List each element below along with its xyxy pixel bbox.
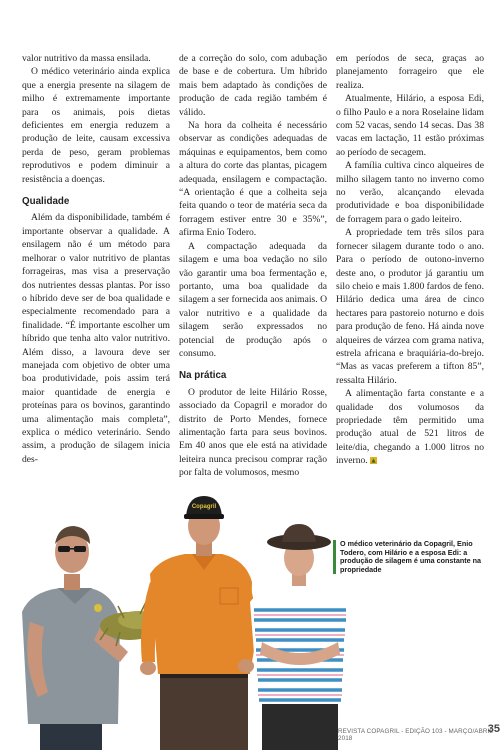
footer-publication: REVISTA COPAGRIL - EDIÇÃO 103 - MARÇO/ABRIL 2018 — [338, 728, 493, 742]
paragraph: de a correção do solo, com adubação de base e de cobertura. Um híbrido mais bem adaptado às condições de produção de cada região também é válido. — [179, 53, 327, 118]
paragraph: A compactação adequada da silagem e uma boa vedação no silo vão garantir uma boa fermentação e, portanto, uma boa qualidade da silagem a ser fornecida aos animais. O valor nutritivo e a qualidade da silagem serão expressados no potencial de produção após o consumo. — [179, 240, 327, 359]
paragraph: O médico veterinário ainda explica que a energia presente na silagem de milho é extremamente importante para os animais, pois dietas deficientes em energia reduzem a produção de leite, causam excessiva perda de peso, geram problemas reprodutivos e podem diminuir a resistência a doenças. — [22, 66, 170, 185]
text-column-3 — [336, 52, 484, 468]
paragraph-final-text: A alimentação farta constante e a qualidade dos volumosos da propriedade têm permitido uma produção atual de 521 litros de leite/dia, chegando a 1.000 litros no inverno. — [336, 388, 484, 467]
page-number: 35 — [487, 723, 500, 735]
paragraph: Atualmente, Hilário, a esposa Edi, o filho Paulo e a nora Roselaine lidam com 52 vacas, sendo 14 secas. Das 38 vacas em lactação, 11 estão próximas ao período de secagem. — [336, 93, 484, 158]
paragraph: Além da disponibilidade, também é importante observar a qualidade. A ensilagem não é um método para melhorar o valor nutritivo de plantas forrageiras, mas visa a preservação dos nutrientes dessas plantas. Por isso o híbrido deve ser de boa qualidade e especialmente recomendado para a finalidade. “É importante escolher um híbrido que tenha alto valor nutritivo. Além disso, a lavoura deve ser manejada com objetivo de obter uma boa produtividade, pois assim terá maior quantidade de energia e proteínas para os bovinos, garantindo uma alimentação mais completa”, explica o médico veterinário. Sendo assim, a produção de silagem inicia des- — [22, 212, 170, 465]
paragraph: A família cultiva cinco alqueires de milho silagem tanto no inverno como no verão, alcançando elevada produtividade e boa disponibilidade de forragem para o gado leiteiro. — [336, 160, 484, 225]
paragraph: em períodos de seca, graças ao planejamento forrageiro que ele realiza. — [336, 53, 484, 91]
section-heading-na-pratica: Na prática — [179, 370, 227, 382]
text-column-2 — [179, 52, 327, 480]
text-column-1 — [22, 52, 170, 466]
section-heading-qualidade: Qualidade — [22, 196, 70, 208]
end-of-article-icon — [370, 457, 377, 464]
cap-logo-text: Copagril — [191, 504, 217, 510]
photo-caption: O médico veterinário da Copagril, Enio Todero, com Hilário e a esposa Edi: a produção de silagem é uma constante na propriedade — [333, 540, 490, 574]
paragraph: valor nutritivo da massa ensilada. — [22, 53, 151, 64]
paragraph: O produtor de leite Hilário Rosse, associado da Copagril e morador do distrito de Porto Mendes, fornece alimentação farta para seus bovinos. Em 40 anos que ele está na atividade leiteira nunca precisou comprar ração por falta de volumosos, mesmo — [179, 386, 327, 479]
photo-illustration — [0, 492, 500, 750]
paragraph-final — [336, 387, 484, 467]
photo-people-with-silage — [0, 492, 500, 750]
paragraph: Na hora da colheita é necessário observar as condições adequadas de máquinas e equipamentos, bem como a altura do corte das plantas, picagem adequada, ensilagem e compactação. “A orientação é que a colheita seja feita quando o teor de matéria seca da forragem estiver entre 30 e 35%”, afirma Enio Todero. — [179, 120, 327, 239]
paragraph: A propriedade tem três silos para fornecer silagem durante todo o ano. Para o período de outono-inverno deste ano, o produtor já garantiu um silo cheio e mais 1.800 fardos de feno. Hilário dedica uma área de cinco hectares para pastoreio noturno e dois para produção de feno. Há ainda nove alqueires de várzea com grama nativa, estrela africana e braquiária-do-brejo. “Mas as vacas preferem a tifton 85”, ressalta Hilário. — [336, 227, 484, 386]
